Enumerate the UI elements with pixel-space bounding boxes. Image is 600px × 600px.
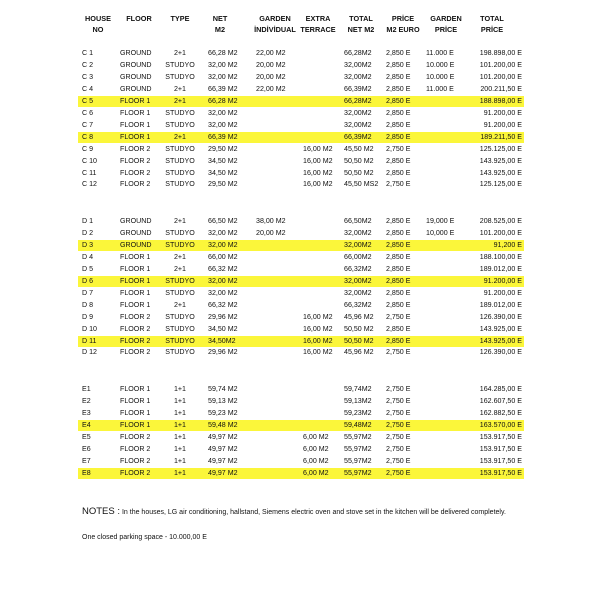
cell-total-net-m2: 66,32M2 xyxy=(344,264,372,273)
cell-type: STUDYO xyxy=(165,72,195,81)
cell-total-net-m2: 66,39M2 xyxy=(344,84,372,93)
cell-floor: FLOOR 1 xyxy=(120,420,151,429)
cell-net-m2: 66,28 M2 xyxy=(208,96,238,105)
cell-garden-m2: 20,00 M2 xyxy=(256,228,286,237)
cell-price-m2: 2,850 E xyxy=(386,132,411,141)
table-row xyxy=(78,156,524,167)
cell-total-net-m2: 66,39M2 xyxy=(344,132,372,141)
cell-house-no: D 3 xyxy=(82,240,94,249)
cell-house-no: C 6 xyxy=(82,108,94,117)
cell-total-price: 189.211,50 E xyxy=(480,132,522,141)
cell-extra-terrace: 16,00 M2 xyxy=(303,324,333,333)
header-floor: FLOOR xyxy=(126,14,152,23)
cell-net-m2: 66,39 M2 xyxy=(208,132,238,141)
cell-type: 1+1 xyxy=(173,456,187,465)
cell-type: STUDYO xyxy=(165,156,195,165)
header-garden-price: GARDEN PRİCE xyxy=(430,14,462,34)
cell-type: STUDYO xyxy=(165,348,195,357)
cell-extra-terrace: 16,00 M2 xyxy=(303,336,333,345)
table-row xyxy=(78,144,524,155)
table-row xyxy=(78,444,524,455)
cell-total-price: 163.570,00 E xyxy=(479,420,522,429)
cell-house-no: C 7 xyxy=(82,120,94,129)
cell-price-m2: 2,850 E xyxy=(386,300,411,309)
cell-floor: FLOOR 1 xyxy=(120,300,151,309)
cell-total-price: 125.125,00 E xyxy=(479,180,522,189)
table-row xyxy=(78,456,524,467)
cell-price-m2: 2,850 E xyxy=(386,108,411,117)
cell-floor: FLOOR 1 xyxy=(120,396,151,405)
cell-total-net-m2: 32,00M2 xyxy=(344,120,372,129)
cell-type: STUDYO xyxy=(165,288,195,297)
table-row xyxy=(78,60,524,71)
table-row xyxy=(78,252,524,263)
cell-type: 2+1 xyxy=(173,132,187,141)
cell-total-net-m2: 50,50 M2 xyxy=(344,168,374,177)
table-row xyxy=(78,84,524,95)
table-row xyxy=(78,240,524,251)
cell-net-m2: 59,74 M2 xyxy=(208,385,238,393)
cell-house-no: D 11 xyxy=(82,336,97,345)
cell-floor: GROUND xyxy=(120,72,152,81)
table-row xyxy=(78,108,524,119)
cell-type: 2+1 xyxy=(173,49,187,57)
cell-extra-terrace: 6,00 M2 xyxy=(303,432,329,441)
cell-total-net-m2: 32,00M2 xyxy=(344,240,372,249)
cell-price-m2: 2,750 E xyxy=(386,312,411,321)
notes-label: NOTES : xyxy=(82,506,121,517)
cell-type: STUDYO xyxy=(165,120,195,129)
cell-house-no: E2 xyxy=(82,396,91,405)
cell-net-m2: 34,50M2 xyxy=(208,336,236,345)
header-garden-individual: GARDEN İNDİVİDUAL xyxy=(254,14,296,34)
cell-net-m2: 66,50 M2 xyxy=(208,217,238,225)
cell-type: STUDYO xyxy=(165,60,195,69)
cell-floor: FLOOR 2 xyxy=(120,312,151,321)
cell-total-net-m2: 59,13M2 xyxy=(344,396,372,405)
cell-price-m2: 2,750 E xyxy=(386,348,411,357)
cell-total-net-m2: 55,97M2 xyxy=(344,468,372,477)
cell-total-price: 101.200,00 E xyxy=(479,60,522,69)
table-row xyxy=(78,168,524,179)
cell-price-m2: 2,750 E xyxy=(386,144,411,153)
cell-garden-price: 19,000 E xyxy=(426,217,455,225)
cell-floor: GROUND xyxy=(120,228,152,237)
cell-total-net-m2: 59,23M2 xyxy=(344,408,372,417)
cell-net-m2: 59,23 M2 xyxy=(208,408,238,417)
cell-house-no: E1 xyxy=(82,385,91,393)
cell-total-net-m2: 45,50 M2 xyxy=(344,144,374,153)
cell-type: 2+1 xyxy=(173,264,187,273)
header-total-price: TOTAL PRİCE xyxy=(480,14,504,34)
cell-house-no: E8 xyxy=(82,468,91,477)
cell-net-m2: 66,28 M2 xyxy=(208,49,238,57)
cell-price-m2: 2,850 E xyxy=(386,217,411,225)
cell-price-m2: 2,850 E xyxy=(386,264,411,273)
cell-house-no: C 11 xyxy=(82,168,97,177)
table-row xyxy=(78,120,524,131)
cell-total-price: 164.285,00 E xyxy=(479,385,522,393)
cell-price-m2: 2,750 E xyxy=(386,456,411,465)
cell-house-no: D 7 xyxy=(82,288,94,297)
table-row xyxy=(78,179,524,190)
cell-total-net-m2: 66,00M2 xyxy=(344,252,372,261)
table-row xyxy=(78,432,524,443)
cell-type: 2+1 xyxy=(173,84,187,93)
cell-type: STUDYO xyxy=(165,336,195,345)
cell-price-m2: 2,850 E xyxy=(386,252,411,261)
cell-extra-terrace: 6,00 M2 xyxy=(303,468,329,477)
cell-total-net-m2: 45,96 M2 xyxy=(344,312,374,321)
cell-total-price: 91,200 E xyxy=(493,240,522,249)
cell-price-m2: 2,750 E xyxy=(386,420,411,429)
cell-floor: GROUND xyxy=(120,84,152,93)
table-row xyxy=(78,420,524,431)
cell-price-m2: 2,750 E xyxy=(386,180,411,189)
header-extra-terrace: EXTRA TERRACE xyxy=(300,14,336,34)
cell-total-price: 125.125,00 E xyxy=(479,144,522,153)
cell-house-no: E3 xyxy=(82,408,91,417)
cell-total-net-m2: 59,48M2 xyxy=(344,420,372,429)
table-row xyxy=(78,384,524,395)
cell-type: 1+1 xyxy=(173,432,187,441)
cell-price-m2: 2,850 E xyxy=(386,276,411,285)
cell-house-no: C 5 xyxy=(82,96,94,105)
table-row xyxy=(78,288,524,299)
cell-garden-m2: 22,00 M2 xyxy=(256,84,286,93)
cell-net-m2: 66,32 M2 xyxy=(208,300,238,309)
cell-total-net-m2: 32,00M2 xyxy=(344,228,372,237)
cell-price-m2: 2,750 E xyxy=(386,385,411,393)
cell-price-m2: 2,850 E xyxy=(386,49,411,57)
table-row xyxy=(78,347,524,358)
cell-floor: FLOOR 1 xyxy=(120,288,151,297)
cell-floor: FLOOR 2 xyxy=(120,444,151,453)
cell-type: STUDYO xyxy=(165,144,195,153)
cell-total-price: 143.925,00 E xyxy=(479,336,522,345)
cell-garden-price: 10.000 E xyxy=(426,60,455,69)
cell-price-m2: 2,750 E xyxy=(386,432,411,441)
cell-price-m2: 2,850 E xyxy=(386,96,411,105)
cell-floor: FLOOR 1 xyxy=(120,264,151,273)
notes xyxy=(82,506,506,517)
cell-total-price: 126.390,00 E xyxy=(479,312,522,321)
cell-net-m2: 29,96 M2 xyxy=(208,312,238,321)
cell-total-price: 153.917,50 E xyxy=(479,444,522,453)
cell-net-m2: 49,97 M2 xyxy=(208,456,238,465)
cell-house-no: C 4 xyxy=(82,84,94,93)
cell-type: 1+1 xyxy=(173,468,187,477)
cell-type: 1+1 xyxy=(173,408,187,417)
cell-price-m2: 2,850 E xyxy=(386,72,411,81)
cell-net-m2: 32,00 M2 xyxy=(208,72,238,81)
cell-price-m2: 2,750 E xyxy=(386,396,411,405)
cell-total-price: 188.100,00 E xyxy=(479,252,522,261)
cell-total-net-m2: 32,00M2 xyxy=(344,72,372,81)
cell-price-m2: 2,850 E xyxy=(386,288,411,297)
table-row xyxy=(78,264,524,275)
cell-net-m2: 32,00 M2 xyxy=(208,288,238,297)
cell-total-price: 143.925,00 E xyxy=(479,156,522,165)
table-row xyxy=(78,324,524,335)
cell-house-no: E4 xyxy=(82,420,91,429)
cell-total-net-m2: 32,00M2 xyxy=(344,108,372,117)
cell-total-price: 143.925,00 E xyxy=(479,324,522,333)
table-row xyxy=(78,300,524,311)
cell-net-m2: 29,50 M2 xyxy=(208,180,238,189)
cell-total-price: 101.200,00 E xyxy=(479,72,522,81)
cell-net-m2: 59,13 M2 xyxy=(208,396,238,405)
header-type: TYPE xyxy=(170,14,190,23)
cell-total-price: 208.525,00 E xyxy=(479,217,522,225)
cell-total-price: 200.211,50 E xyxy=(480,84,522,93)
cell-type: STUDYO xyxy=(165,108,195,117)
table-row xyxy=(78,408,524,419)
cell-floor: FLOOR 2 xyxy=(120,324,151,333)
cell-price-m2: 2,850 E xyxy=(386,60,411,69)
header-net-m2: NET M2 xyxy=(212,14,228,34)
cell-price-m2: 2,850 E xyxy=(386,156,411,165)
cell-house-no: D 10 xyxy=(82,324,97,333)
cell-total-price: 188.898,00 E xyxy=(479,96,522,105)
table-row xyxy=(78,468,524,479)
cell-extra-terrace: 16,00 M2 xyxy=(303,168,333,177)
cell-garden-price: 10.000 E xyxy=(426,72,455,81)
cell-total-price: 153.917,50 E xyxy=(479,456,522,465)
table-row xyxy=(78,132,524,143)
table-row xyxy=(78,312,524,323)
header-house-no: HOUSE NO xyxy=(85,14,111,34)
cell-extra-terrace: 16,00 M2 xyxy=(303,348,333,357)
cell-house-no: C 10 xyxy=(82,156,97,165)
cell-floor: FLOOR 1 xyxy=(120,276,151,285)
cell-price-m2: 2,750 E xyxy=(386,408,411,417)
cell-type: STUDYO xyxy=(165,180,195,189)
cell-total-price: 162.882,50 E xyxy=(479,408,522,417)
table-row xyxy=(78,72,524,83)
cell-house-no: C 3 xyxy=(82,72,94,81)
cell-house-no: C 9 xyxy=(82,144,94,153)
cell-net-m2: 49,97 M2 xyxy=(208,432,238,441)
table-row xyxy=(78,96,524,107)
cell-floor: FLOOR 2 xyxy=(120,168,151,177)
cell-floor: FLOOR 2 xyxy=(120,348,151,357)
cell-garden-price: 11.000 E xyxy=(426,84,454,93)
cell-net-m2: 32,00 M2 xyxy=(208,108,238,117)
cell-house-no: E6 xyxy=(82,444,91,453)
cell-total-price: 91.200,00 E xyxy=(483,108,522,117)
cell-net-m2: 29,96 M2 xyxy=(208,348,238,357)
cell-total-net-m2: 32,00M2 xyxy=(344,276,372,285)
cell-price-m2: 2,850 E xyxy=(386,336,411,345)
cell-price-m2: 2,850 E xyxy=(386,228,411,237)
cell-type: 1+1 xyxy=(173,444,187,453)
cell-garden-m2: 22,00 M2 xyxy=(256,49,286,57)
cell-total-net-m2: 59,74M2 xyxy=(344,385,372,393)
cell-floor: FLOOR 1 xyxy=(120,252,151,261)
cell-total-price: 91.200,00 E xyxy=(483,120,522,129)
cell-total-price: 101.200,00 E xyxy=(479,228,522,237)
cell-garden-m2: 38,00 M2 xyxy=(256,217,286,225)
cell-type: STUDYO xyxy=(165,168,195,177)
cell-extra-terrace: 6,00 M2 xyxy=(303,456,329,465)
cell-floor: GROUND xyxy=(120,60,152,69)
cell-extra-terrace: 16,00 M2 xyxy=(303,312,333,321)
cell-type: STUDYO xyxy=(165,228,195,237)
cell-garden-price: 11.000 E xyxy=(426,49,454,57)
cell-net-m2: 49,97 M2 xyxy=(208,468,238,477)
cell-house-no: E5 xyxy=(82,432,91,441)
cell-floor: FLOOR 1 xyxy=(120,408,151,417)
cell-extra-terrace: 16,00 M2 xyxy=(303,156,333,165)
cell-net-m2: 32,00 M2 xyxy=(208,228,238,237)
cell-house-no: D 12 xyxy=(82,348,97,357)
table-row xyxy=(78,276,524,287)
cell-type: STUDYO xyxy=(165,240,195,249)
table-row xyxy=(78,336,524,347)
cell-type: STUDYO xyxy=(165,276,195,285)
cell-extra-terrace: 16,00 M2 xyxy=(303,144,333,153)
cell-net-m2: 32,00 M2 xyxy=(208,120,238,129)
cell-floor: GROUND xyxy=(120,217,152,225)
cell-price-m2: 2,850 E xyxy=(386,324,411,333)
cell-type: 2+1 xyxy=(173,217,187,225)
cell-total-net-m2: 32,00M2 xyxy=(344,288,372,297)
table-row xyxy=(78,216,524,227)
cell-house-no: D 9 xyxy=(82,312,94,321)
cell-floor: FLOOR 1 xyxy=(120,132,151,141)
cell-type: 2+1 xyxy=(173,96,187,105)
cell-total-price: 189.012,00 E xyxy=(479,300,522,309)
cell-house-no: C 1 xyxy=(82,49,94,57)
cell-net-m2: 66,39 M2 xyxy=(208,84,238,93)
cell-house-no: D 6 xyxy=(82,276,94,285)
cell-price-m2: 2,750 E xyxy=(386,468,411,477)
cell-price-m2: 2,750 E xyxy=(386,444,411,453)
cell-net-m2: 66,00 M2 xyxy=(208,252,238,261)
cell-total-net-m2: 45,50 MS2 xyxy=(344,180,379,189)
cell-total-net-m2: 55,97M2 xyxy=(344,432,372,441)
cell-total-price: 189.012,00 E xyxy=(479,264,522,273)
cell-floor: FLOOR 2 xyxy=(120,144,151,153)
cell-total-price: 162.607,50 E xyxy=(479,396,522,405)
cell-floor: FLOOR 2 xyxy=(120,156,151,165)
cell-total-net-m2: 50,50 M2 xyxy=(344,324,374,333)
cell-total-net-m2: 50,50 M2 xyxy=(344,336,374,345)
cell-total-net-m2: 66,50M2 xyxy=(344,217,372,225)
cell-net-m2: 49,97 M2 xyxy=(208,444,238,453)
cell-house-no: D 1 xyxy=(82,217,94,225)
cell-type: 1+1 xyxy=(173,396,187,405)
cell-house-no: D 2 xyxy=(82,228,94,237)
cell-total-net-m2: 66,28M2 xyxy=(344,96,372,105)
cell-total-price: 198.898,00 E xyxy=(479,49,522,57)
cell-house-no: C 8 xyxy=(82,132,94,141)
cell-floor: FLOOR 2 xyxy=(120,336,151,345)
cell-net-m2: 59,48 M2 xyxy=(208,420,238,429)
cell-floor: GROUND xyxy=(120,49,152,57)
table-row xyxy=(78,228,524,239)
cell-floor: FLOOR 1 xyxy=(120,385,151,393)
cell-type: 2+1 xyxy=(173,252,187,261)
cell-total-net-m2: 66,28M2 xyxy=(344,49,372,57)
cell-type: 1+1 xyxy=(173,385,187,393)
cell-total-price: 153.917,50 E xyxy=(479,468,522,477)
cell-total-net-m2: 55,97M2 xyxy=(344,444,372,453)
cell-price-m2: 2,850 E xyxy=(386,120,411,129)
cell-total-price: 91.200,00 E xyxy=(483,276,522,285)
cell-total-price: 153.917,50 E xyxy=(479,432,522,441)
cell-total-price: 126.390,00 E xyxy=(479,348,522,357)
cell-floor: FLOOR 1 xyxy=(120,108,151,117)
cell-garden-m2: 20,00 M2 xyxy=(256,60,286,69)
cell-price-m2: 2,850 E xyxy=(386,84,411,93)
cell-net-m2: 34,50 M2 xyxy=(208,324,238,333)
cell-floor: FLOOR 2 xyxy=(120,180,151,189)
cell-price-m2: 2,850 E xyxy=(386,168,411,177)
cell-floor: FLOOR 1 xyxy=(120,96,151,105)
cell-house-no: E7 xyxy=(82,456,91,465)
table-row xyxy=(78,48,524,59)
cell-total-net-m2: 66,32M2 xyxy=(344,300,372,309)
notes-text: In the houses, LG air conditioning, hallstand, Siemens electric oven and stove set in the kitchen will be delivered completely. xyxy=(121,509,506,516)
cell-type: 1+1 xyxy=(173,420,187,429)
cell-floor: GROUND xyxy=(120,240,152,249)
cell-type: STUDYO xyxy=(165,312,195,321)
cell-floor: FLOOR 1 xyxy=(120,120,151,129)
cell-floor: FLOOR 2 xyxy=(120,456,151,465)
cell-house-no: D 5 xyxy=(82,264,94,273)
cell-house-no: D 8 xyxy=(82,300,94,309)
cell-extra-terrace: 16,00 M2 xyxy=(303,180,333,189)
cell-type: STUDYO xyxy=(165,324,195,333)
cell-net-m2: 66,32 M2 xyxy=(208,264,238,273)
cell-net-m2: 32,00 M2 xyxy=(208,276,238,285)
cell-floor: FLOOR 2 xyxy=(120,468,151,477)
cell-total-price: 91.200,00 E xyxy=(483,288,522,297)
cell-house-no: D 4 xyxy=(82,252,94,261)
cell-net-m2: 34,50 M2 xyxy=(208,168,238,177)
cell-house-no: C 12 xyxy=(82,180,97,189)
cell-garden-price: 10,000 E xyxy=(426,228,455,237)
cell-net-m2: 32,00 M2 xyxy=(208,60,238,69)
cell-type: 2+1 xyxy=(173,300,187,309)
table-row xyxy=(78,396,524,407)
cell-total-net-m2: 50,50 M2 xyxy=(344,156,374,165)
cell-floor: FLOOR 2 xyxy=(120,432,151,441)
cell-extra-terrace: 6,00 M2 xyxy=(303,444,329,453)
cell-house-no: C 2 xyxy=(82,60,94,69)
cell-total-price: 143.925,00 E xyxy=(479,168,522,177)
cell-total-net-m2: 45,96 M2 xyxy=(344,348,374,357)
cell-total-net-m2: 55,97M2 xyxy=(344,456,372,465)
parking-note: One closed parking space - 10.000,00 E xyxy=(82,534,207,541)
cell-garden-m2: 20,00 M2 xyxy=(256,72,286,81)
cell-net-m2: 29,50 M2 xyxy=(208,144,238,153)
cell-price-m2: 2,850 E xyxy=(386,240,411,249)
cell-net-m2: 34,50 M2 xyxy=(208,156,238,165)
cell-total-net-m2: 32,00M2 xyxy=(344,60,372,69)
header-total-net-m2: TOTAL NET M2 xyxy=(347,14,375,34)
cell-net-m2: 32,00 M2 xyxy=(208,240,238,249)
header-price-m2-euro: PRİCE M2 EURO xyxy=(386,14,420,34)
